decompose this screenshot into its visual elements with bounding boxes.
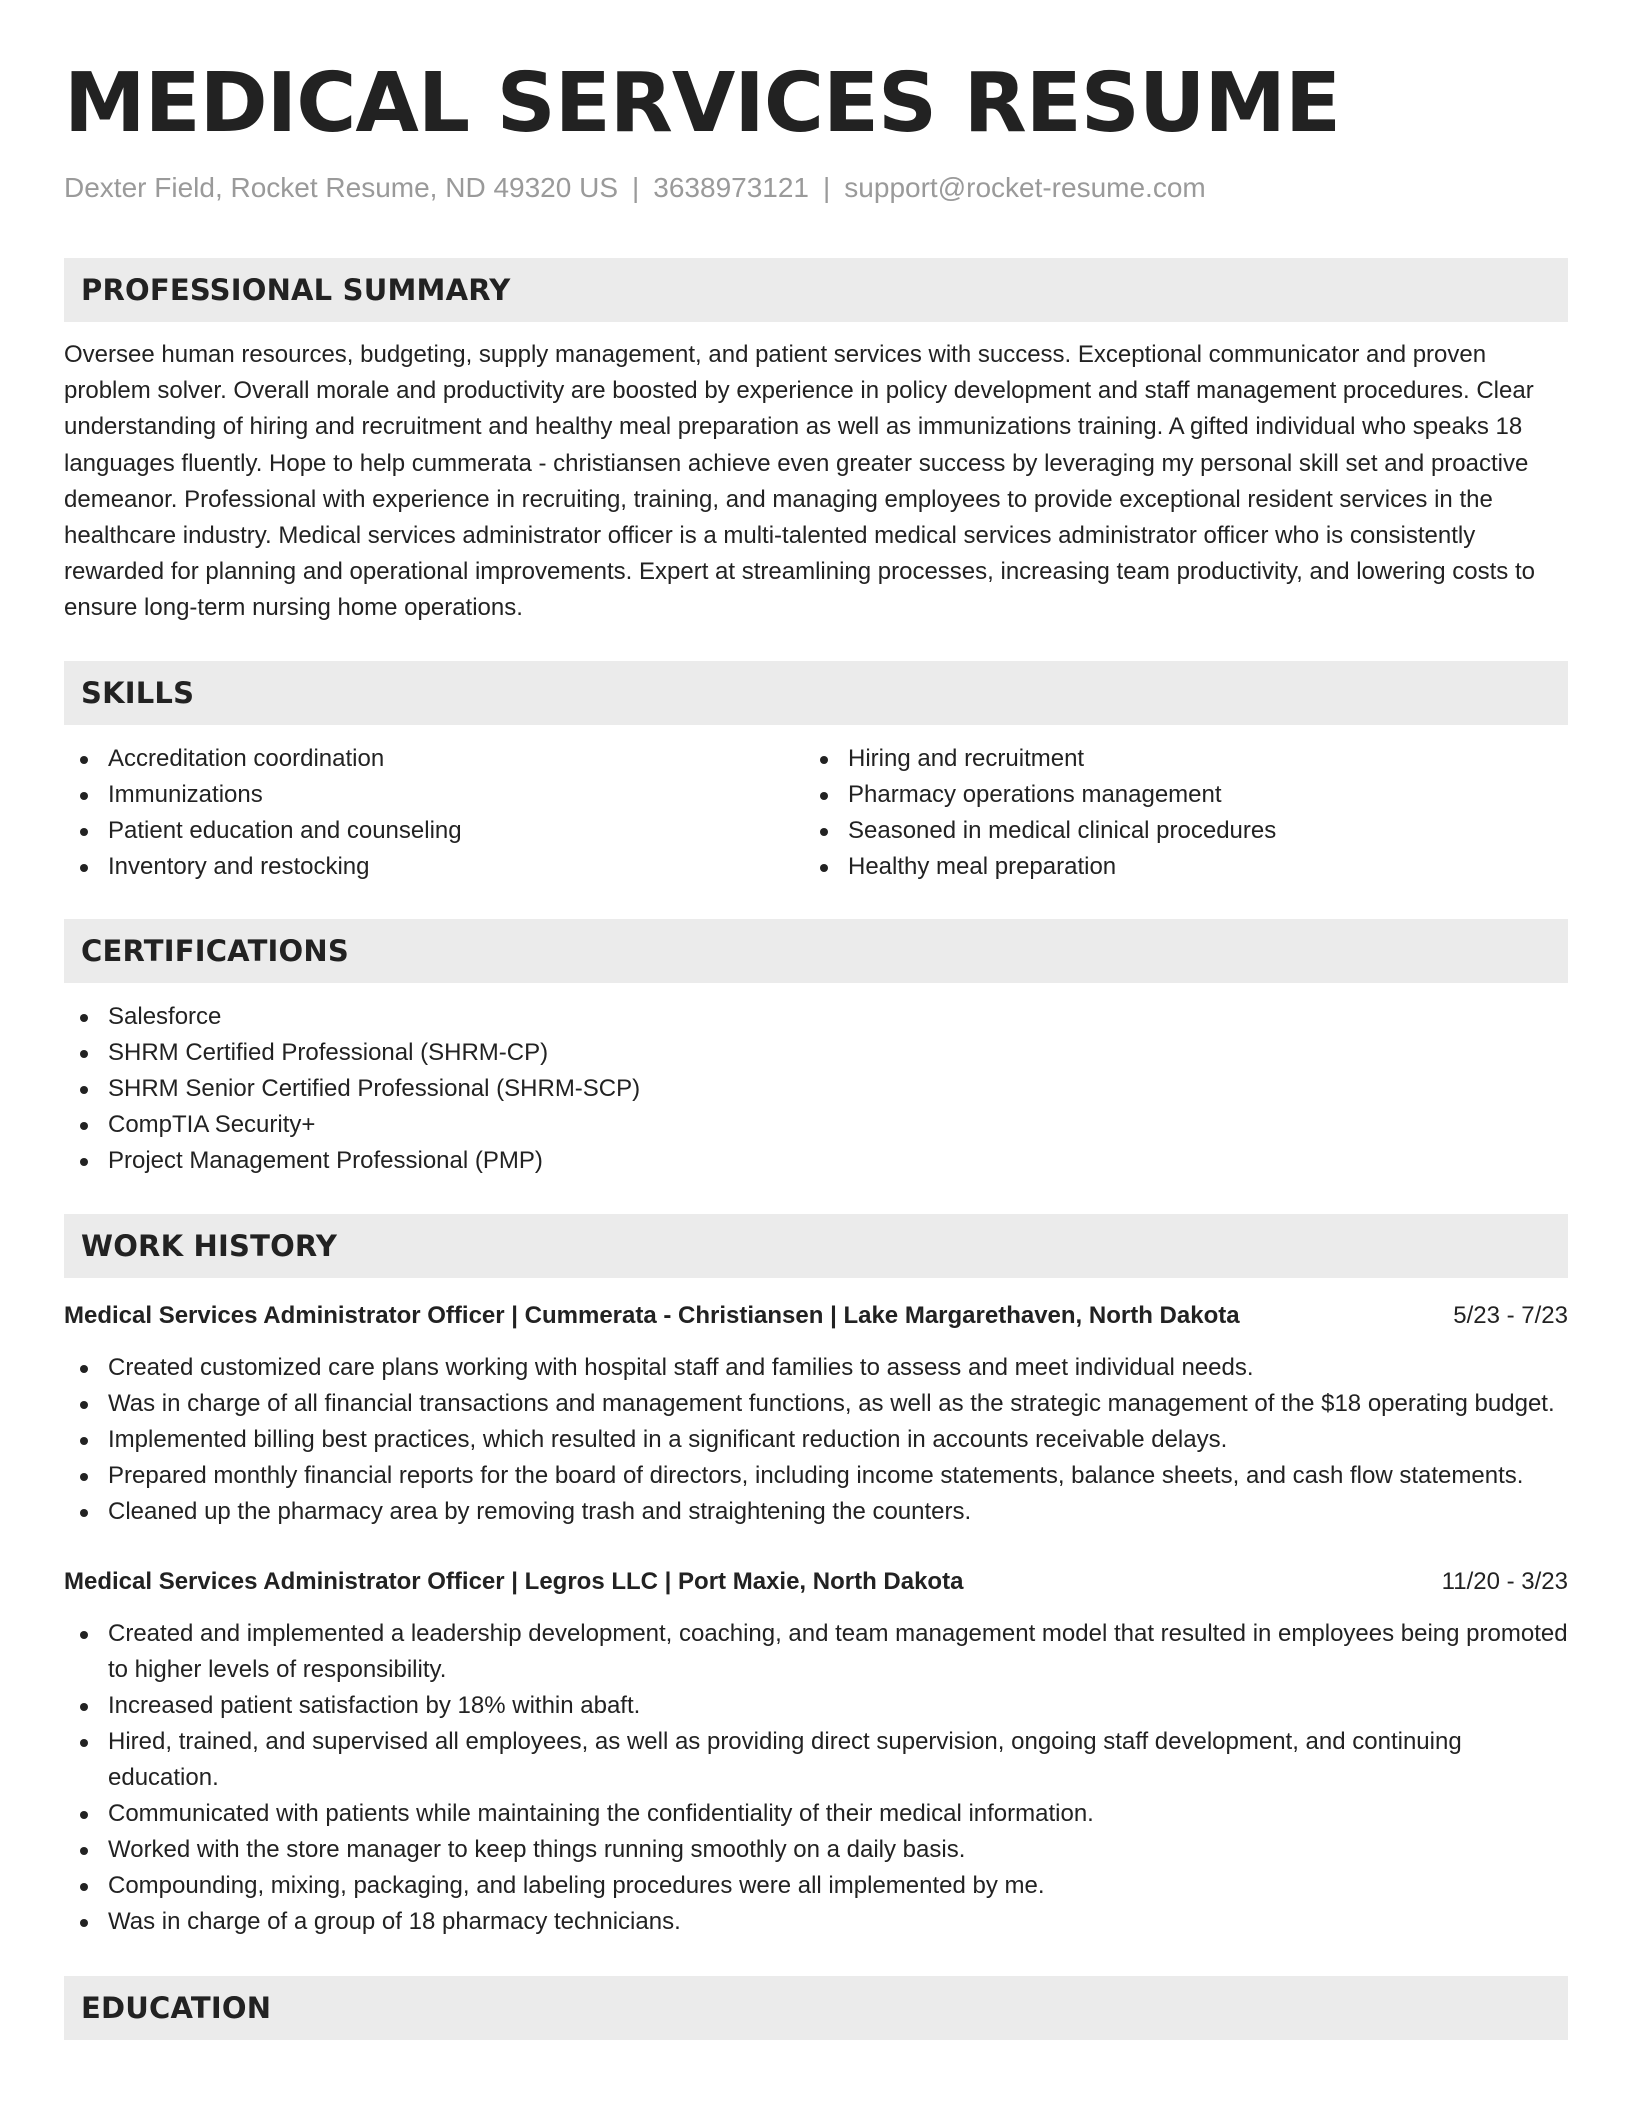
skill-item: Accreditation coordination: [64, 741, 804, 777]
skill-item: Hiring and recruitment: [804, 741, 1544, 777]
job-header: [64, 1298, 1568, 1334]
skills-grid: [64, 741, 1568, 885]
section-heading-summary: PROFESSIONAL SUMMARY: [64, 258, 1568, 322]
certification-item: Salesforce: [64, 999, 1568, 1035]
contact-separator: |: [632, 172, 640, 203]
section-heading-certifications: CERTIFICATIONS: [64, 919, 1568, 983]
resume-title: MEDICAL SERVICES RESUME: [64, 56, 1341, 151]
contact-phone: 3638973121: [653, 172, 810, 203]
skills-column-left: [64, 741, 804, 885]
skill-item: Immunizations: [64, 777, 804, 813]
job-header: [64, 1564, 1568, 1600]
skill-item: Seasoned in medical clinical procedures: [804, 813, 1544, 849]
skill-item: Pharmacy operations management: [804, 777, 1544, 813]
skills-column-right: [804, 741, 1544, 885]
job-bullet: Increased patient satisfaction by 18% within abaft.: [64, 1688, 1568, 1724]
job-bullet: Worked with the store manager to keep things running smoothly on a daily basis.: [64, 1832, 1568, 1868]
job-bullet: Created and implemented a leadership development, coaching, and team management model that resulted in employees being promoted to higher levels of responsibility.: [64, 1616, 1568, 1688]
job-bullet: Hired, trained, and supervised all employees, as well as providing direct supervision, ongoing staff development, and continuing education.: [64, 1724, 1568, 1796]
certifications-list: [64, 999, 1568, 1179]
certification-item: SHRM Certified Professional (SHRM-CP): [64, 1035, 1568, 1071]
section-heading-skills: SKILLS: [64, 661, 1568, 725]
job-bullet: Implemented billing best practices, which resulted in a significant reduction in accounts receivable delays.: [64, 1422, 1568, 1458]
job-bullet: Compounding, mixing, packaging, and labeling procedures were all implemented by me.: [64, 1868, 1568, 1904]
skill-item: Healthy meal preparation: [804, 849, 1544, 885]
job-bullet: Was in charge of a group of 18 pharmacy technicians.: [64, 1904, 1568, 1940]
job-bullet: Communicated with patients while maintaining the confidentiality of their medical information.: [64, 1796, 1568, 1832]
certification-item: Project Management Professional (PMP): [64, 1143, 1568, 1179]
job-bullet: Prepared monthly financial reports for the board of directors, including income statements, balance sheets, and cash flow statements.: [64, 1458, 1568, 1494]
job-dates: 5/23 - 7/23: [1453, 1301, 1568, 1329]
skill-item: Patient education and counseling: [64, 813, 804, 849]
job-bullet-list: [64, 1350, 1568, 1530]
contact-line: [64, 170, 1568, 206]
job-title: Medical Services Administrator Officer | Legros LLC | Port Maxie, North Dakota: [64, 1567, 964, 1595]
certification-item: CompTIA Security+: [64, 1107, 1568, 1143]
job-bullet: Was in charge of all financial transactions and management functions, as well as the strategic management of the $18 operating budget.: [64, 1386, 1568, 1422]
contact-separator: |: [823, 172, 831, 203]
job-bullet: Created customized care plans working with hospital staff and families to assess and meet individual needs.: [64, 1350, 1568, 1386]
contact-address: Dexter Field, Rocket Resume, ND 49320 US: [64, 172, 618, 203]
job-bullet: Cleaned up the pharmacy area by removing trash and straightening the counters.: [64, 1494, 1568, 1530]
job-dates: 11/20 - 3/23: [1441, 1567, 1568, 1595]
certification-item: SHRM Senior Certified Professional (SHRM-SCP): [64, 1071, 1568, 1107]
summary-paragraph: Oversee human resources, budgeting, supply management, and patient services with success. Exceptional communicator and proven problem solver. Overall morale and productivity are boosted by experience in policy development and staff management procedures. Clear understanding of hiring and recruitment and healthy meal preparation as well as immunizations training. A gifted individual who speaks 18 languages fluently. Hope to help cummerata - christiansen achieve even greater success by leveraging my personal skill set and proactive demeanor. Professional with experience in recruiting, training, and managing employees to provide exceptional resident services in the healthcare industry. Medical services administrator officer is a multi-talented medical services administrator officer who is consistently rewarded for planning and operational improvements. Expert at streamlining processes, increasing team productivity, and lowering costs to ensure long-term nursing home operations.: [64, 341, 1535, 622]
section-heading-work-history: WORK HISTORY: [64, 1214, 1568, 1278]
section-heading-education: EDUCATION: [64, 1976, 1568, 2040]
job-title: Medical Services Administrator Officer | Cummerata - Christiansen | Lake Margarethaven, North Dakota: [64, 1301, 1240, 1329]
skill-item: Inventory and restocking: [64, 849, 804, 885]
job-bullet-list: [64, 1616, 1568, 1940]
contact-email: support@rocket-resume.com: [844, 172, 1206, 203]
